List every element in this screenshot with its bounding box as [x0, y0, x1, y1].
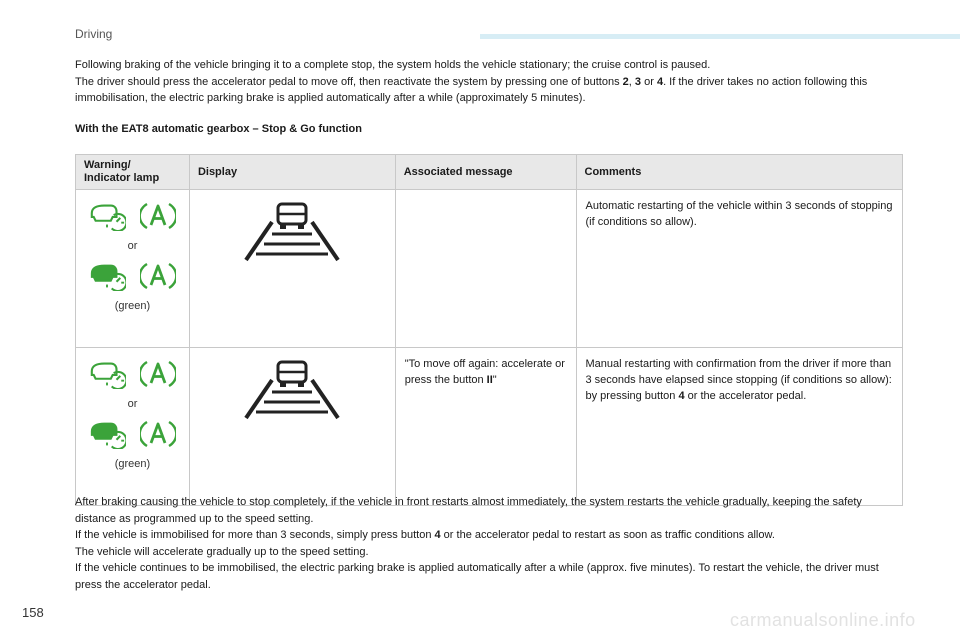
cruise-control-filled-icon: [88, 261, 126, 291]
comment-text-pre: Manual restarting with confirmation from the driver if more than 3 seconds have elapsed since stopping (if conditions so allow): by pressing button: [585, 358, 892, 402]
intro-line-2-pre: The driver should press the accelerator pedal to move off, then reactivate the system by pressing one of buttons: [75, 75, 623, 88]
section-title: Driving: [75, 27, 113, 41]
message-cell: [395, 190, 576, 348]
button-ref-3: 3: [634, 75, 642, 88]
header-comments: Comments: [576, 155, 903, 190]
header-lamp: [76, 155, 190, 190]
color-label: (green): [114, 458, 151, 470]
auto-a-circle-icon: [140, 260, 176, 292]
lamp-cell: [76, 190, 190, 348]
cruise-control-outline-icon: [88, 201, 126, 231]
closing-line-2-pre: If the vehicle is immobilised for more than 3 seconds, simply press button: [75, 529, 435, 541]
subheading: With the EAT8 automatic gearbox – Stop & Go function: [75, 123, 362, 135]
button-ref-4: 4: [678, 390, 685, 402]
display-cell: [189, 348, 395, 506]
cruise-control-outline-icon: [88, 359, 126, 389]
intro-sep-1: ,: [628, 75, 635, 88]
comment-text-post: or the accelerator pedal.: [684, 390, 807, 402]
table-row: [76, 190, 903, 348]
auto-a-circle-icon: [140, 418, 176, 450]
table-header-row: [76, 155, 903, 190]
auto-a-circle-icon: [140, 200, 176, 232]
color-label: (green): [114, 300, 151, 312]
cruise-control-filled-icon: [88, 419, 126, 449]
intro-paragraph: [75, 57, 905, 107]
intro-line-1: Following braking of the vehicle bringing it to a complete stop, the system holds the vehicle stationary; the cruise control is paused.: [75, 59, 711, 71]
message-cell: [395, 348, 576, 506]
vehicle-ahead-lane-icon: [242, 202, 342, 262]
watermark: carmanualsonline.info: [730, 610, 916, 630]
comment-cell: [576, 348, 903, 506]
header-accent-bar: [480, 34, 960, 39]
closing-line-1: After braking causing the vehicle to stop completely, if the vehicle in front restarts almost immediately, the system restarts the vehicle gradually, keeping the safety distance as programmed up to the speed setting.: [75, 496, 862, 525]
button-ref-II: II: [486, 374, 493, 386]
closing-paragraph: [75, 494, 905, 593]
closing-line-3: The vehicle will accelerate gradually up to the speed setting.: [75, 545, 369, 558]
stop-go-table: [75, 154, 903, 506]
lamp-cell: [76, 348, 190, 506]
lamp-pair-filled: [76, 256, 189, 296]
message-text-post: ": [492, 374, 497, 386]
closing-line-4: If the vehicle continues to be immobilised, the electric parking brake is applied automatically after a while (approx. five minutes). To restart the vehicle, the driver must press the accelerator pedal.: [75, 562, 879, 591]
vehicle-ahead-lane-icon: [242, 360, 342, 420]
header-lamp-line-2: Indicator lamp: [84, 172, 160, 184]
header-message: Associated message: [395, 155, 576, 190]
lamp-pair-outline: [76, 354, 189, 394]
table-row: [76, 348, 903, 506]
button-ref-4: 4: [656, 75, 664, 88]
or-label: or: [127, 398, 138, 410]
comment-cell: Automatic restarting of the vehicle within 3 seconds of stopping (if conditions so allow).: [576, 190, 903, 348]
display-cell: [189, 190, 395, 348]
intro-sep-2: or: [641, 75, 657, 88]
page-number: 158: [22, 605, 44, 620]
message-text-pre: "To move off again: accelerate or press the button: [404, 358, 565, 386]
button-ref-2: 2: [622, 75, 629, 88]
intro-line-2-post: . If the driver takes no action following this immobilisation, the electric parking brake is applied automatically after a while (approximately 5 minutes).: [75, 75, 868, 104]
lamp-pair-outline: [76, 196, 189, 236]
or-label: or: [127, 240, 138, 252]
auto-a-circle-icon: [140, 358, 176, 390]
header-display: Display: [189, 155, 395, 190]
closing-line-2-post: or the accelerator pedal to restart as soon as traffic conditions allow.: [440, 529, 775, 541]
lamp-pair-filled: [76, 414, 189, 454]
button-ref-4: 4: [434, 529, 441, 541]
header-lamp-line-1: Warning/: [84, 159, 131, 171]
